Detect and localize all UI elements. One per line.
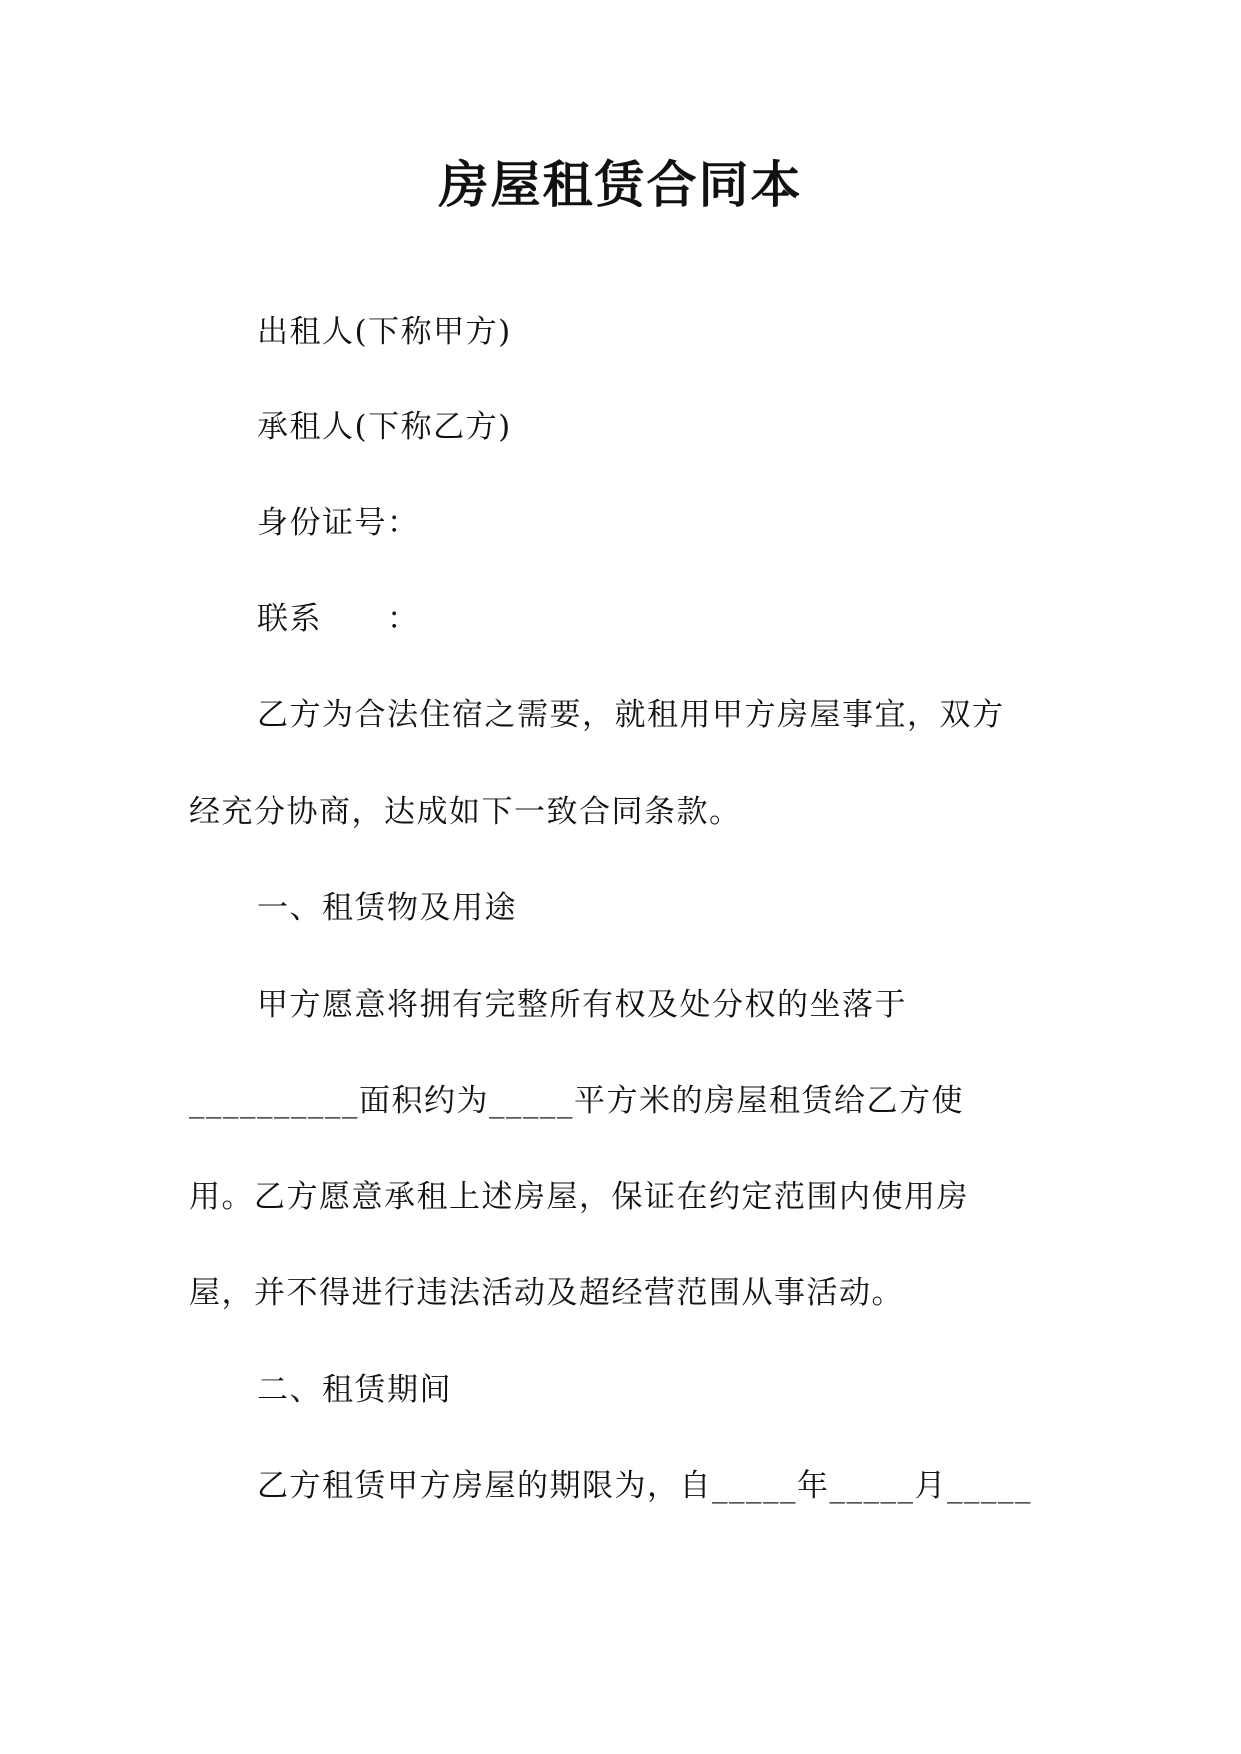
section-1-line-1: 甲方愿意将拥有完整所有权及处分权的坐落于: [257, 987, 907, 1023]
document-title: 房屋租赁合同本: [438, 155, 803, 214]
section-2-line-1: 乙方租赁甲方房屋的期限为，自_____年_____月_____: [257, 1468, 1032, 1504]
contact-line: 联系 ：: [257, 601, 420, 637]
lessee-line: 承租人(下称乙方): [257, 409, 512, 445]
section-1-line-2: __________面积约为_____平方米的房屋租赁给乙方使: [189, 1083, 964, 1119]
lessor-line: 出租人(下称甲方): [257, 314, 512, 350]
section-1-heading: 一、租赁物及用途: [257, 890, 517, 926]
section-1-line-3: 用。乙方愿意承租上述房屋，保证在约定范围内使用房: [189, 1179, 969, 1215]
preamble-line-1: 乙方为合法住宿之需要，就租用甲方房屋事宜，双方: [257, 697, 1005, 733]
id-number-line: 身份证号：: [257, 505, 420, 541]
preamble-line-2: 经充分协商，达成如下一致合同条款。: [189, 794, 742, 830]
section-1-line-4: 屋，并不得进行违法活动及超经营范围从事活动。: [189, 1275, 904, 1311]
section-2-heading: 二、租赁期间: [257, 1372, 452, 1408]
